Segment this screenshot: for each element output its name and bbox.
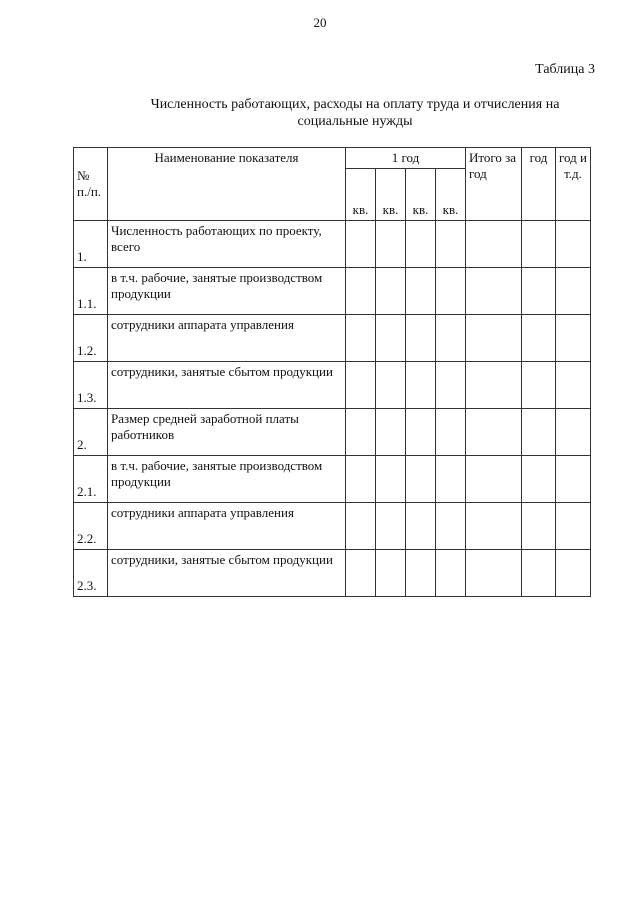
- header-quarter: кв.: [376, 169, 406, 221]
- table-label: Таблица 3: [535, 62, 595, 77]
- cell: [406, 362, 436, 409]
- cell: [376, 550, 406, 597]
- cell: [466, 503, 522, 550]
- cell: [522, 221, 556, 268]
- cell: [466, 362, 522, 409]
- page-number: 20: [313, 15, 327, 30]
- cell: [556, 362, 591, 409]
- row-number: 1.2.: [74, 315, 108, 362]
- cell: [406, 268, 436, 315]
- table-row: [74, 503, 591, 550]
- cell: [556, 550, 591, 597]
- cell: [406, 456, 436, 503]
- row-number: 2.2.: [74, 503, 108, 550]
- table-row: [74, 315, 591, 362]
- row-label: сотрудники аппарата управления: [108, 503, 346, 550]
- cell: [466, 456, 522, 503]
- cell: [376, 456, 406, 503]
- cell: [466, 550, 522, 597]
- cell: [346, 221, 376, 268]
- cell: [556, 456, 591, 503]
- cell: [406, 503, 436, 550]
- header-total: Итого за год: [466, 148, 522, 221]
- header-year: год: [522, 148, 556, 221]
- row-label: сотрудники, занятые сбытом продукции: [108, 550, 346, 597]
- cell: [376, 503, 406, 550]
- cell: [522, 409, 556, 456]
- cell: [556, 503, 591, 550]
- row-number: 2.3.: [74, 550, 108, 597]
- cell: [466, 315, 522, 362]
- cell: [406, 409, 436, 456]
- cell: [346, 456, 376, 503]
- cell: [522, 503, 556, 550]
- cell: [436, 268, 466, 315]
- table-row: [74, 221, 591, 268]
- cell: [522, 268, 556, 315]
- header-num: № п./п.: [74, 148, 108, 221]
- cell: [346, 268, 376, 315]
- cell: [436, 362, 466, 409]
- row-label: в т.ч. рабочие, занятые производством продукции: [108, 268, 346, 315]
- header-name: Наименование показателя: [108, 148, 346, 221]
- row-label: Размер средней заработной платы работников: [108, 409, 346, 456]
- cell: [436, 409, 466, 456]
- cell: [522, 315, 556, 362]
- cell: [376, 409, 406, 456]
- cell: [556, 409, 591, 456]
- header-quarter: кв.: [346, 169, 376, 221]
- header-quarter: кв.: [436, 169, 466, 221]
- row-number: 2.: [74, 409, 108, 456]
- row-label: сотрудники аппарата управления: [108, 315, 346, 362]
- cell: [466, 221, 522, 268]
- cell: [466, 409, 522, 456]
- row-number: 1.3.: [74, 362, 108, 409]
- row-label: сотрудники, занятые сбытом продукции: [108, 362, 346, 409]
- cell: [556, 268, 591, 315]
- cell: [556, 221, 591, 268]
- cell: [346, 409, 376, 456]
- table-row: [74, 550, 591, 597]
- row-label: Численность работающих по проекту, всего: [108, 221, 346, 268]
- cell: [376, 268, 406, 315]
- row-number: 2.1.: [74, 456, 108, 503]
- row-number: 1.: [74, 221, 108, 268]
- cell: [346, 315, 376, 362]
- cell: [436, 550, 466, 597]
- header-year1: 1 год: [346, 148, 466, 169]
- table-row: [74, 268, 591, 315]
- indicators-table: [73, 147, 591, 597]
- cell: [436, 221, 466, 268]
- cell: [522, 362, 556, 409]
- cell: [522, 456, 556, 503]
- table-row: [74, 456, 591, 503]
- row-number: 1.1.: [74, 268, 108, 315]
- cell: [556, 315, 591, 362]
- cell: [346, 550, 376, 597]
- table-row: [74, 362, 591, 409]
- cell: [436, 503, 466, 550]
- cell: [406, 550, 436, 597]
- table-title: Численность работающих, расходы на оплату труда и отчисления на социальные нужды: [150, 97, 560, 129]
- cell: [522, 550, 556, 597]
- cell: [376, 221, 406, 268]
- header-quarter: кв.: [406, 169, 436, 221]
- cell: [436, 456, 466, 503]
- table-row: [74, 409, 591, 456]
- header-year-etc: год и т.д.: [556, 148, 591, 221]
- cell: [406, 315, 436, 362]
- row-label: в т.ч. рабочие, занятые производством продукции: [108, 456, 346, 503]
- cell: [376, 315, 406, 362]
- cell: [376, 362, 406, 409]
- cell: [436, 315, 466, 362]
- cell: [466, 268, 522, 315]
- cell: [346, 362, 376, 409]
- cell: [346, 503, 376, 550]
- cell: [406, 221, 436, 268]
